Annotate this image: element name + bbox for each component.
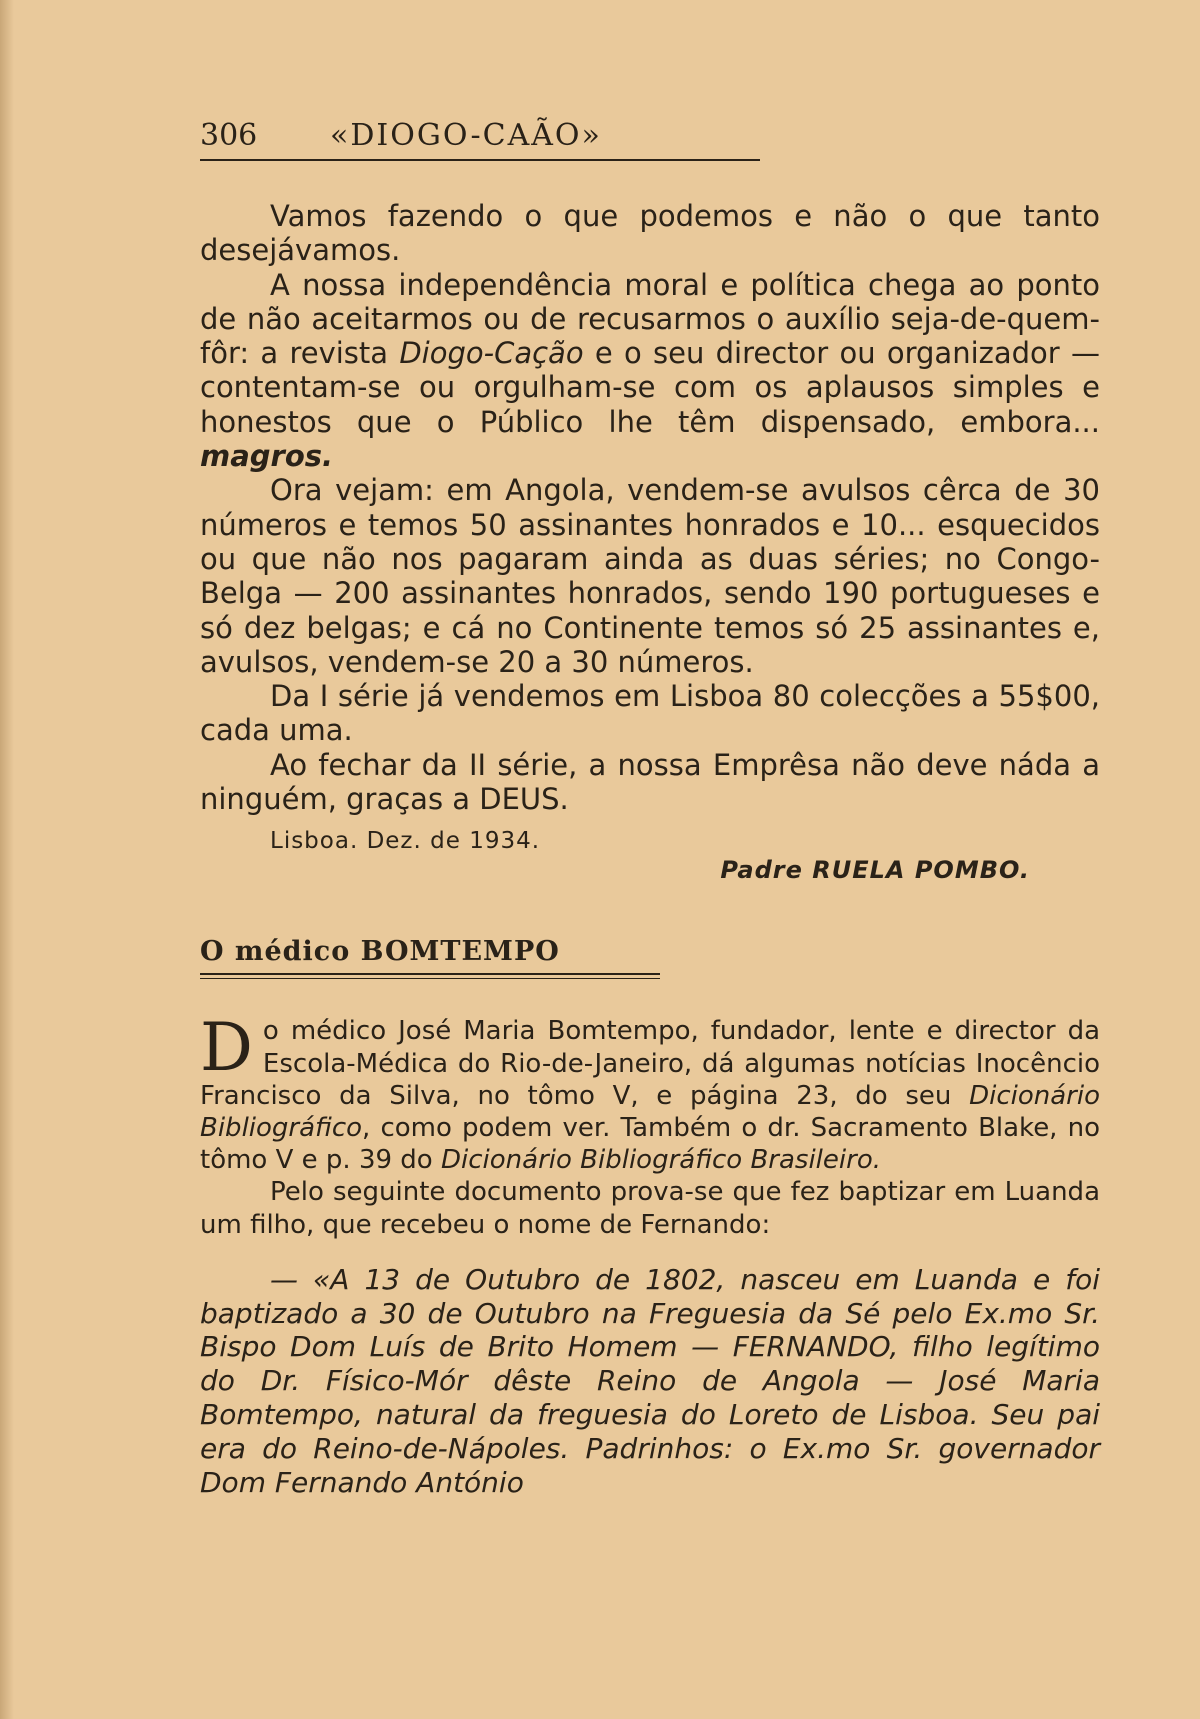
paragraph: Da I série já vendemos em Lisboa 80 colecções a 55$00, cada uma.	[200, 679, 1100, 748]
emphasis: magros.	[200, 439, 334, 474]
text-run: e o seu director ou organizador — contentam-se ou orgulham-se com os aplausos simples e honestos que o Público lhe têm dispensado, embora...	[200, 336, 1100, 439]
text-run: , como podem ver. Também o dr. Sacramento Blake, no tômo V e p. 39 do	[200, 1112, 1100, 1176]
section-title: O médico BOMTEMPO	[200, 936, 560, 968]
section-body	[200, 1009, 1100, 1240]
heading-rule-thin	[200, 978, 660, 979]
paragraph: Ao fechar da II série, a nossa Emprêsa não deve náda a ninguém, graças a DEUS.	[200, 747, 1100, 817]
drop-cap: D	[200, 1009, 253, 1087]
section-heading	[200, 936, 660, 979]
paragraph: Vamos fazendo o que podemos e não o que tanto desejávamos.	[200, 199, 1100, 268]
page-content	[200, 118, 1100, 1499]
text-run: o médico José Maria Bomtempo, fundador, lente e director da Escola-Médica do Rio-de-Janeiro, dá algumas notícias Inocêncio Francisco da Silva, no tômo V, e página 23, do seu	[200, 1016, 1100, 1111]
letter-body	[200, 199, 1100, 816]
journal-title: Diogo-Cação	[399, 336, 584, 371]
book-title: Dicionário Bibliográfico Brasileiro.	[440, 1145, 881, 1176]
heading-rule	[200, 973, 660, 975]
page-number: 306	[200, 118, 258, 153]
running-head	[200, 118, 760, 161]
signature: Padre RUELA POMBO.	[720, 856, 1030, 885]
paragraph	[200, 1009, 1100, 1176]
paragraph: Pelo seguinte documento prova-se que fez baptizar em Luanda um filho, que recebeu o nome de Fernando:	[200, 1177, 1100, 1240]
paragraph	[200, 268, 1100, 474]
quote-text: — «A 13 de Outubro de 1802, nasceu em Luanda e foi baptizado a 30 de Outubro na Freguesia da Sé pelo Ex.mo Sr. Bispo Dom Luís de Brito Homem — FERNANDO, filho legítimo do Dr. Físico-Mór dêste Reino de Angola — José Maria Bomtempo, natural da freguesia do Loreto de Lisboa. Seu pai era do Reino-de-Nápoles. Padrinhos: o Ex.mo Sr. governador Dom Fernando António	[200, 1262, 1100, 1499]
book-title: Dicionário Bibliográfico	[200, 1080, 1100, 1143]
baptism-record-quote	[200, 1263, 1100, 1500]
place-date: Lisboa. Dez. de 1934.	[270, 828, 541, 855]
paragraph: Ora vejam: em Angola, vendem-se avulsos cêrca de 30 números e temos 50 assinantes honrados e 10... esquecidos ou que não nos pagaram ainda as duas séries; no Congo-Belga — 200 assinantes honrados, sendo 190 portugueses e só dez belgas; e cá no Continente temos só 25 assinantes e, avulsos, vendem-se 20 a 30 números.	[200, 473, 1100, 679]
page-edge	[0, 0, 14, 1719]
text-run: A nossa independência moral e política chega ao ponto de não aceitarmos ou de recusarmos o auxílio seja-de-quem-fôr: a revista	[200, 267, 1100, 371]
running-title: «DIOGO-CAÃO»	[330, 118, 602, 153]
